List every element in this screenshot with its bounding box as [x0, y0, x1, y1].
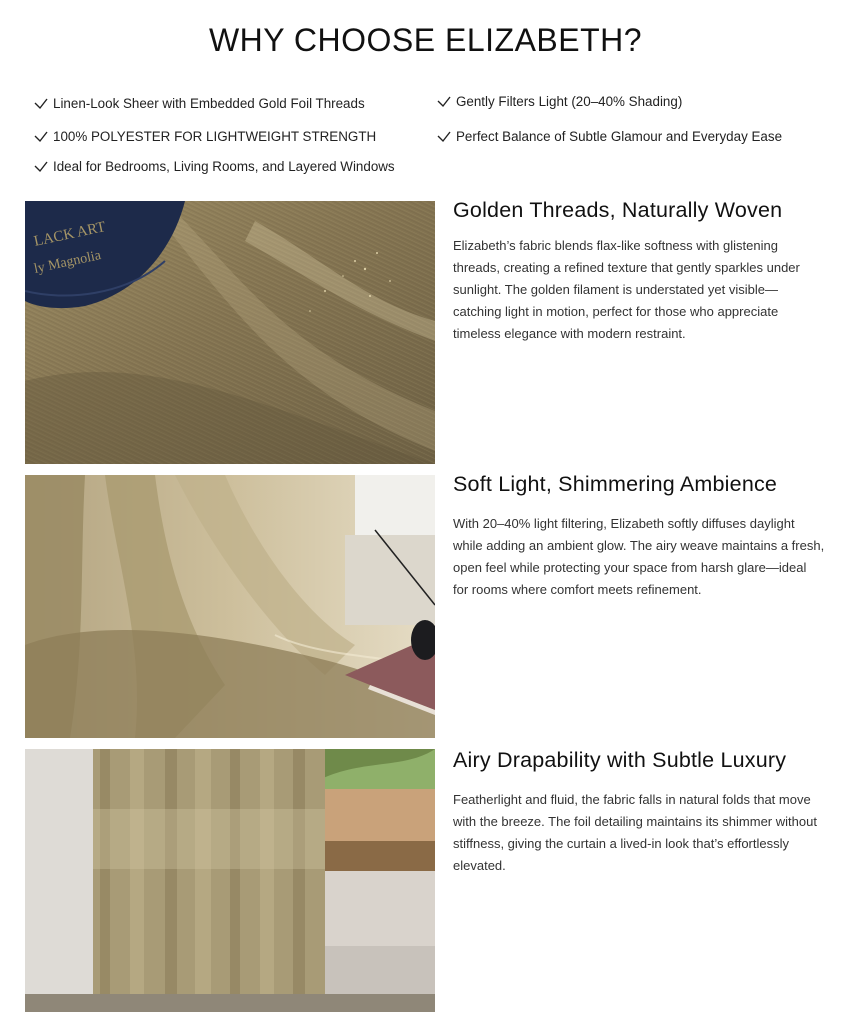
feature-item [34, 159, 395, 174]
section-body: Featherlight and fluid, the fabric falls in natural folds that move with the breeze. The foil detailing maintains its shimmer without stiffness, giving the curtain a lived-in look that’s effortlessly elevated. [453, 792, 817, 873]
label-text-line2: ly Magnolia [32, 248, 103, 277]
feature-item [437, 94, 682, 109]
feature-label: Ideal for Bedrooms, Living Rooms, and Layered Windows [53, 159, 395, 174]
section-body: Elizabeth’s fabric blends flax-like softness with glistening threads, creating a refined texture that gently sparkles under sunlight. The golden filament is understated yet visible—catching light in motion, perfect for those who appreciate timeless elegance with modern restraint. [453, 238, 800, 341]
feature-label: 100% POLYESTER FOR LIGHTWEIGHT STRENGTH [53, 129, 377, 144]
feature-item [437, 129, 782, 144]
feature-item [34, 96, 365, 111]
feature-label: Gently Filters Light (20–40% Shading) [456, 94, 683, 109]
page-title: WHY CHOOSE ELIZABETH? [208, 22, 643, 58]
section-body: With 20–40% light filtering, Elizabeth softly diffuses daylight while adding an ambient glow. The airy weave maintains a fresh, open feel while protecting your space from harsh glare—ideal for rooms where comfort meets refinement. [453, 516, 825, 597]
checkmark-icon [34, 98, 48, 110]
section-title: Airy Drapability with Subtle Luxury [453, 748, 787, 772]
checkmark-icon [34, 131, 48, 143]
feature-item [34, 129, 376, 144]
checkmark-icon [437, 96, 451, 108]
section-title: Soft Light, Shimmering Ambience [453, 472, 778, 496]
sheer-curtain-image [25, 475, 435, 738]
label-text-line1: LACK ART [32, 219, 108, 250]
section-title: Golden Threads, Naturally Woven [453, 198, 783, 222]
feature-label: Perfect Balance of Subtle Glamour and Everyday Ease [456, 129, 783, 144]
draped-curtain-image [25, 749, 435, 1012]
checkmark-icon [437, 131, 451, 143]
feature-label: Linen-Look Sheer with Embedded Gold Foil Threads [53, 96, 365, 111]
checkmark-icon [34, 161, 48, 173]
fabric-closeup-image [25, 201, 435, 464]
